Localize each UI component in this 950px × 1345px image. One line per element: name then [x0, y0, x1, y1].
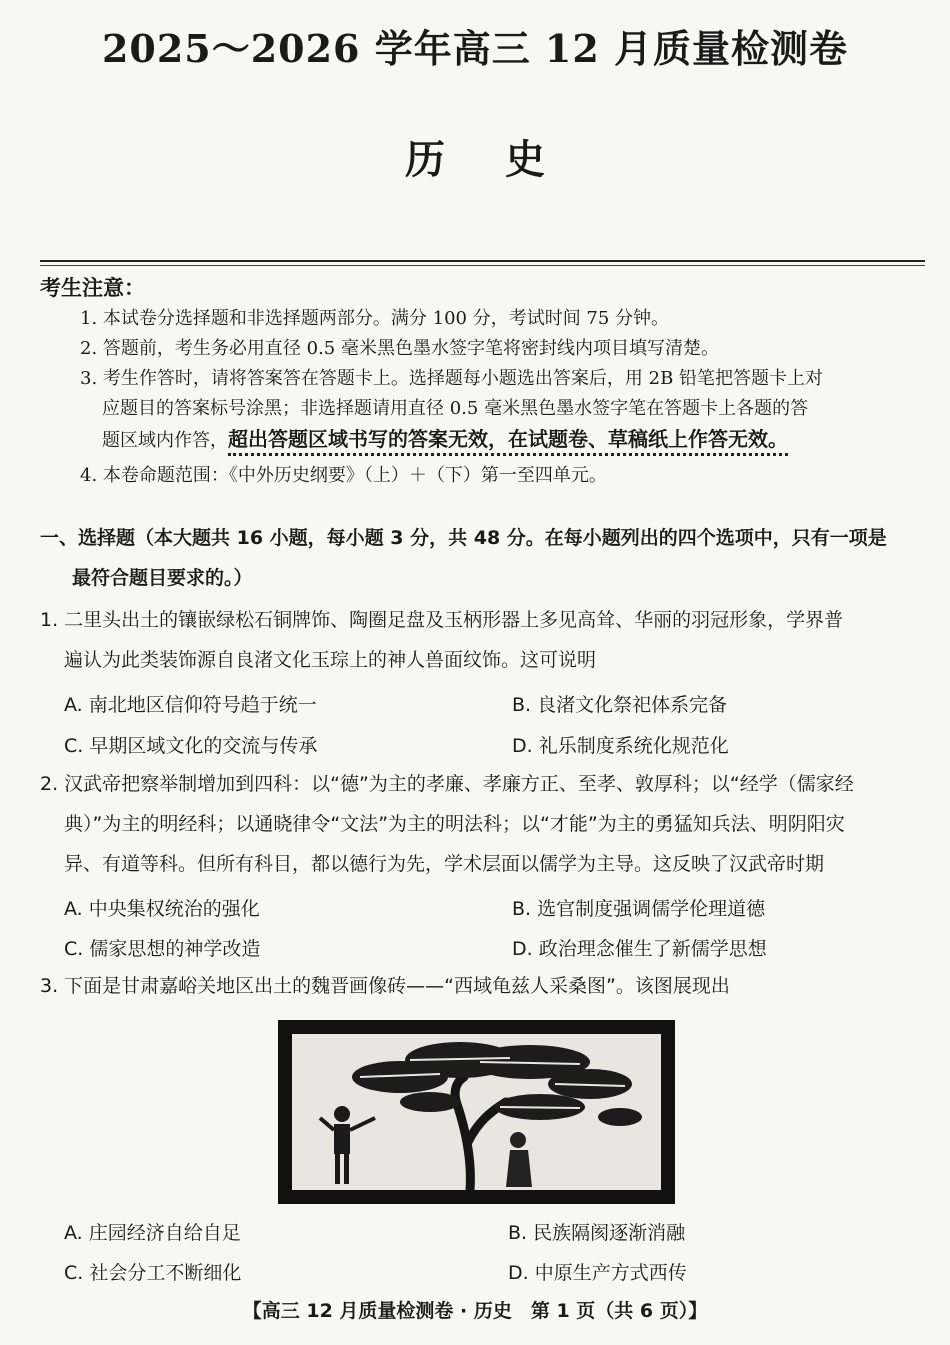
q1-option-a: A. 南北地区信仰符号趋于统一 [64, 694, 317, 716]
notice-item-3-end [102, 425, 788, 455]
q3-option-d: D. 中原生产方式西传 [508, 1262, 687, 1284]
q1-option-b: B. 良渚文化祭祀体系完备 [512, 694, 728, 716]
q2-option-c: C. 儒家思想的神学改造 [64, 938, 261, 960]
section-heading-cont: 最符合题目要求的。） [72, 567, 253, 589]
notice-item-1: 1. 本试卷分选择题和非选择题两部分。满分 100 分，考试时间 75 分钟。 [80, 308, 670, 329]
q1-stem-line1: 1. 二里头出土的镶嵌绿松石铜牌饰、陶圈足盘及玉柄形器上多见高耸、华丽的羽冠形象，学界普 [40, 609, 844, 631]
notice-emphasis: 超出答题区域书写的答案无效，在试题卷、草稿纸上作答无效。 [228, 427, 788, 456]
mural-brick-image [278, 1020, 675, 1204]
q2-option-d: D. 政治理念催生了新儒学思想 [512, 938, 767, 960]
notice-item-4: 4. 本卷命题范围：《中外历史纲要》（上）＋（下）第一至四单元。 [80, 465, 607, 486]
notice-item-3-lead: 题区域内作答， [102, 430, 228, 451]
q3-stem-line1: 3. 下面是甘肃嘉峪关地区出土的魏晋画像砖——“西域龟兹人采桑图”。该图展现出 [40, 975, 730, 997]
q3-option-a: A. 庄园经济自给自足 [64, 1222, 241, 1244]
q1-stem-line2: 遍认为此类装饰源自良渚文化玉琮上的神人兽面纹饰。这可说明 [64, 649, 597, 671]
q2-stem-line3: 异、有道等科。但所有科目，都以德行为先，学术层面以儒学为主导。这反映了汉武帝时期 [64, 853, 825, 875]
notice-item-2: 2. 答题前，考生务必用直径 0.5 毫米黑色墨水签字笔将密封线内项目填写清楚。 [80, 338, 719, 359]
q2-stem-line2: 典）”为主的明经科；以通晓律令“文法”为主的明法科；以“才能”为主的勇猛知兵法、明阴阳灾 [64, 813, 845, 835]
q3-option-c: C. 社会分工不断细化 [64, 1262, 242, 1284]
exam-title: 2025～2026 学年高三 12 月质量检测卷 [101, 26, 849, 71]
header-rule-thin [40, 265, 925, 266]
q2-stem-line1: 2. 汉武帝把察举制增加到四科：以“德”为主的孝廉、孝廉方正、至孝、敦厚科；以“经学（儒家经 [40, 773, 854, 795]
mulberry-picking-illustration [280, 1022, 673, 1202]
subject-title: 历史 [405, 136, 605, 183]
q1-option-c: C. 早期区域文化的交流与传承 [64, 735, 318, 757]
q1-option-d: D. 礼乐制度系统化规范化 [512, 735, 729, 757]
q2-option-a: A. 中央集权统治的强化 [64, 898, 260, 920]
notice-item-3: 3. 考生作答时，请将答案答在答题卡上。选择题每小题选出答案后，用 2B 铅笔把答题卡上对 [80, 368, 824, 389]
page-footer: 【高三 12 月质量检测卷 · 历史 第 1 页（共 6 页）】 [242, 1300, 708, 1322]
header-rule [40, 260, 925, 262]
section-heading: 一、选择题（本大题共 16 小题，每小题 3 分，共 48 分。在每小题列出的四个选项中，只有一项是 [40, 527, 887, 549]
notice-heading: 考生注意： [40, 275, 145, 300]
notice-item-3-cont: 应题目的答案标号涂黑；非选择题请用直径 0.5 毫米黑色墨水签字笔在答题卡上各题的答 [102, 398, 809, 419]
q2-option-b: B. 选官制度强调儒学伦理道德 [512, 898, 766, 920]
q3-option-b: B. 民族隔阂逐渐消融 [508, 1222, 686, 1244]
